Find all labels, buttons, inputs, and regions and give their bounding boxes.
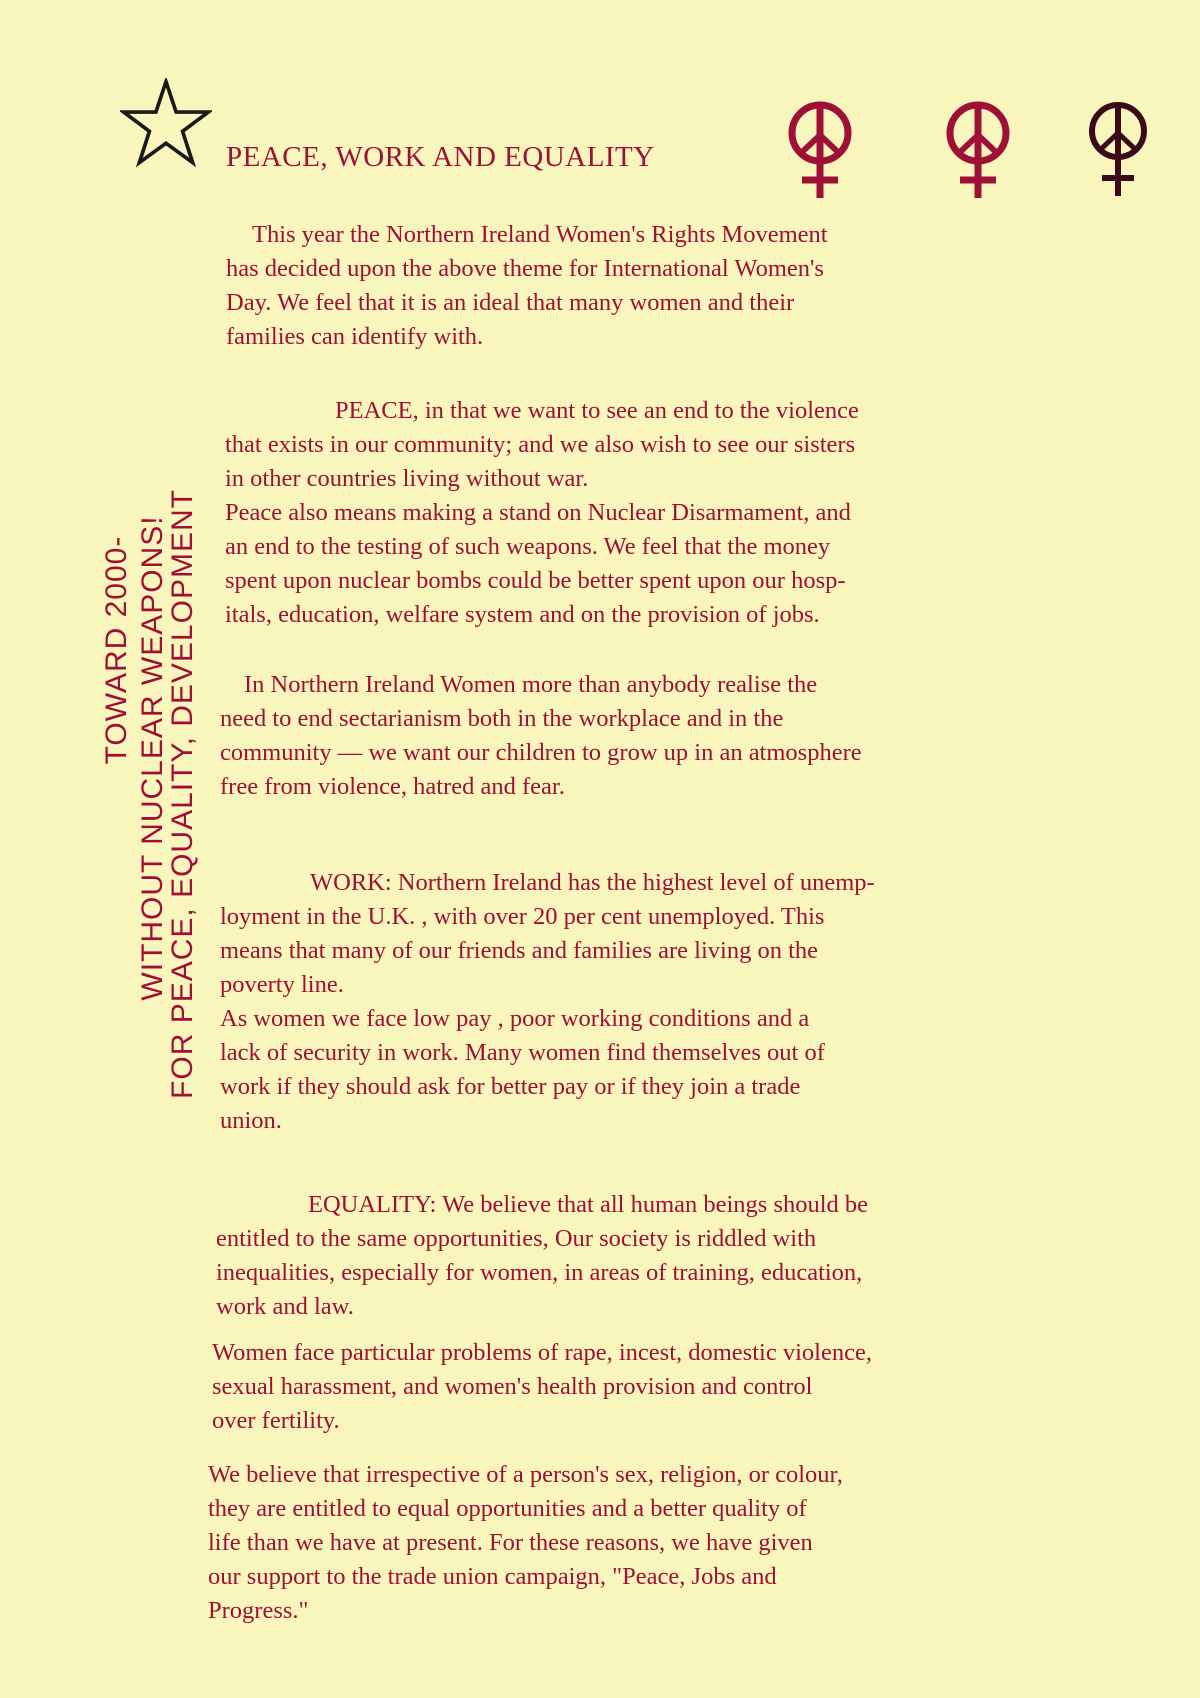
intro-paragraph [226, 218, 1126, 354]
symbol-group [780, 98, 1170, 203]
peace-paragraph [225, 394, 1145, 632]
text-line: has decided upon the above theme for International Women's [226, 255, 824, 282]
text-line: lack of security in work. Many women find themselves out of [220, 1039, 825, 1066]
page-title: PEACE, WORK AND EQUALITY [226, 141, 655, 173]
text-line: work if they should ask for better pay or if they join a trade [220, 1073, 801, 1100]
text-line: loyment in the U.K. , with over 20 per cent unemployed. This [220, 903, 825, 930]
text-line: union. [220, 1107, 282, 1134]
text-line: that exists in our community; and we also wish to see our sisters [225, 431, 856, 458]
text-line: Day. We feel that it is an ideal that many women and their [226, 289, 795, 316]
text-line: over fertility. [212, 1407, 340, 1434]
text-line: WORK: Northern Ireland has the highest level of unemp- [310, 869, 875, 896]
text-line: families can identify with. [226, 323, 484, 350]
star-outline-icon [120, 78, 212, 170]
text-line: spent upon nuclear bombs could be better spent upon our hosp- [225, 567, 846, 594]
text-line: entitled to the same opportunities, Our society is riddled with [216, 1225, 817, 1252]
belief-paragraph [208, 1458, 1148, 1628]
text-line: PEACE, in that we want to see an end to the violence [335, 397, 859, 424]
text-line: life than we have at present. For these reasons, we have given [208, 1529, 813, 1556]
women-peace-symbol-icon [938, 98, 1018, 203]
text-line: itals, education, welfare system and on the provision of jobs. [225, 601, 820, 628]
text-line: This year the Northern Ireland Women's Rights Movement [252, 221, 828, 248]
text-line: in other countries living without war. [225, 465, 589, 492]
sidebar-slogan-line1: TOWARD 2000- [100, 535, 133, 765]
text-line: EQUALITY: We believe that all human beings should be [308, 1191, 869, 1218]
text-line: Women face particular problems of rape, incest, domestic violence, [212, 1339, 872, 1366]
text-line: As women we face low pay , poor working conditions and a [220, 1005, 810, 1032]
sectarianism-paragraph [220, 668, 1140, 804]
text-line: sexual harassment, and women's health provision and control [212, 1373, 813, 1400]
text-line: work and law. [216, 1293, 354, 1320]
text-line: our support to the trade union campaign, "Peace, Jobs and [208, 1563, 777, 1590]
equality-paragraph [216, 1188, 1146, 1324]
women-peace-symbol-icon [1078, 98, 1158, 203]
sidebar-slogan-line2: WITHOUT NUCLEAR WEAPONS! [136, 515, 169, 1001]
text-line: need to end sectarianism both in the workplace and in the [220, 705, 784, 732]
text-line: Peace also means making a stand on Nuclear Disarmament, and [225, 499, 851, 526]
sidebar-slogan-line3: FOR PEACE, EQUALITY, DEVELOPMENT [166, 489, 199, 1099]
text-line: We believe that irrespective of a person's sex, religion, or colour, [208, 1461, 843, 1488]
text-line: means that many of our friends and families are living on the [220, 937, 819, 964]
text-line: community — we want our children to grow up in an atmosphere [220, 739, 862, 766]
text-line: free from violence, hatred and fear. [220, 773, 565, 800]
text-line: poverty line. [220, 971, 344, 998]
text-line: they are entitled to equal opportunities and a better quality of [208, 1495, 807, 1522]
text-line: inequalities, especially for women, in areas of training, education, [216, 1259, 863, 1286]
women-peace-symbol-icon [780, 98, 860, 203]
work-paragraph [220, 866, 1140, 1138]
problems-paragraph [212, 1336, 1152, 1438]
text-line: In Northern Ireland Women more than anybody realise the [244, 671, 818, 698]
text-line: an end to the testing of such weapons. We feel that the money [225, 533, 831, 560]
text-line: Progress." [208, 1597, 309, 1624]
